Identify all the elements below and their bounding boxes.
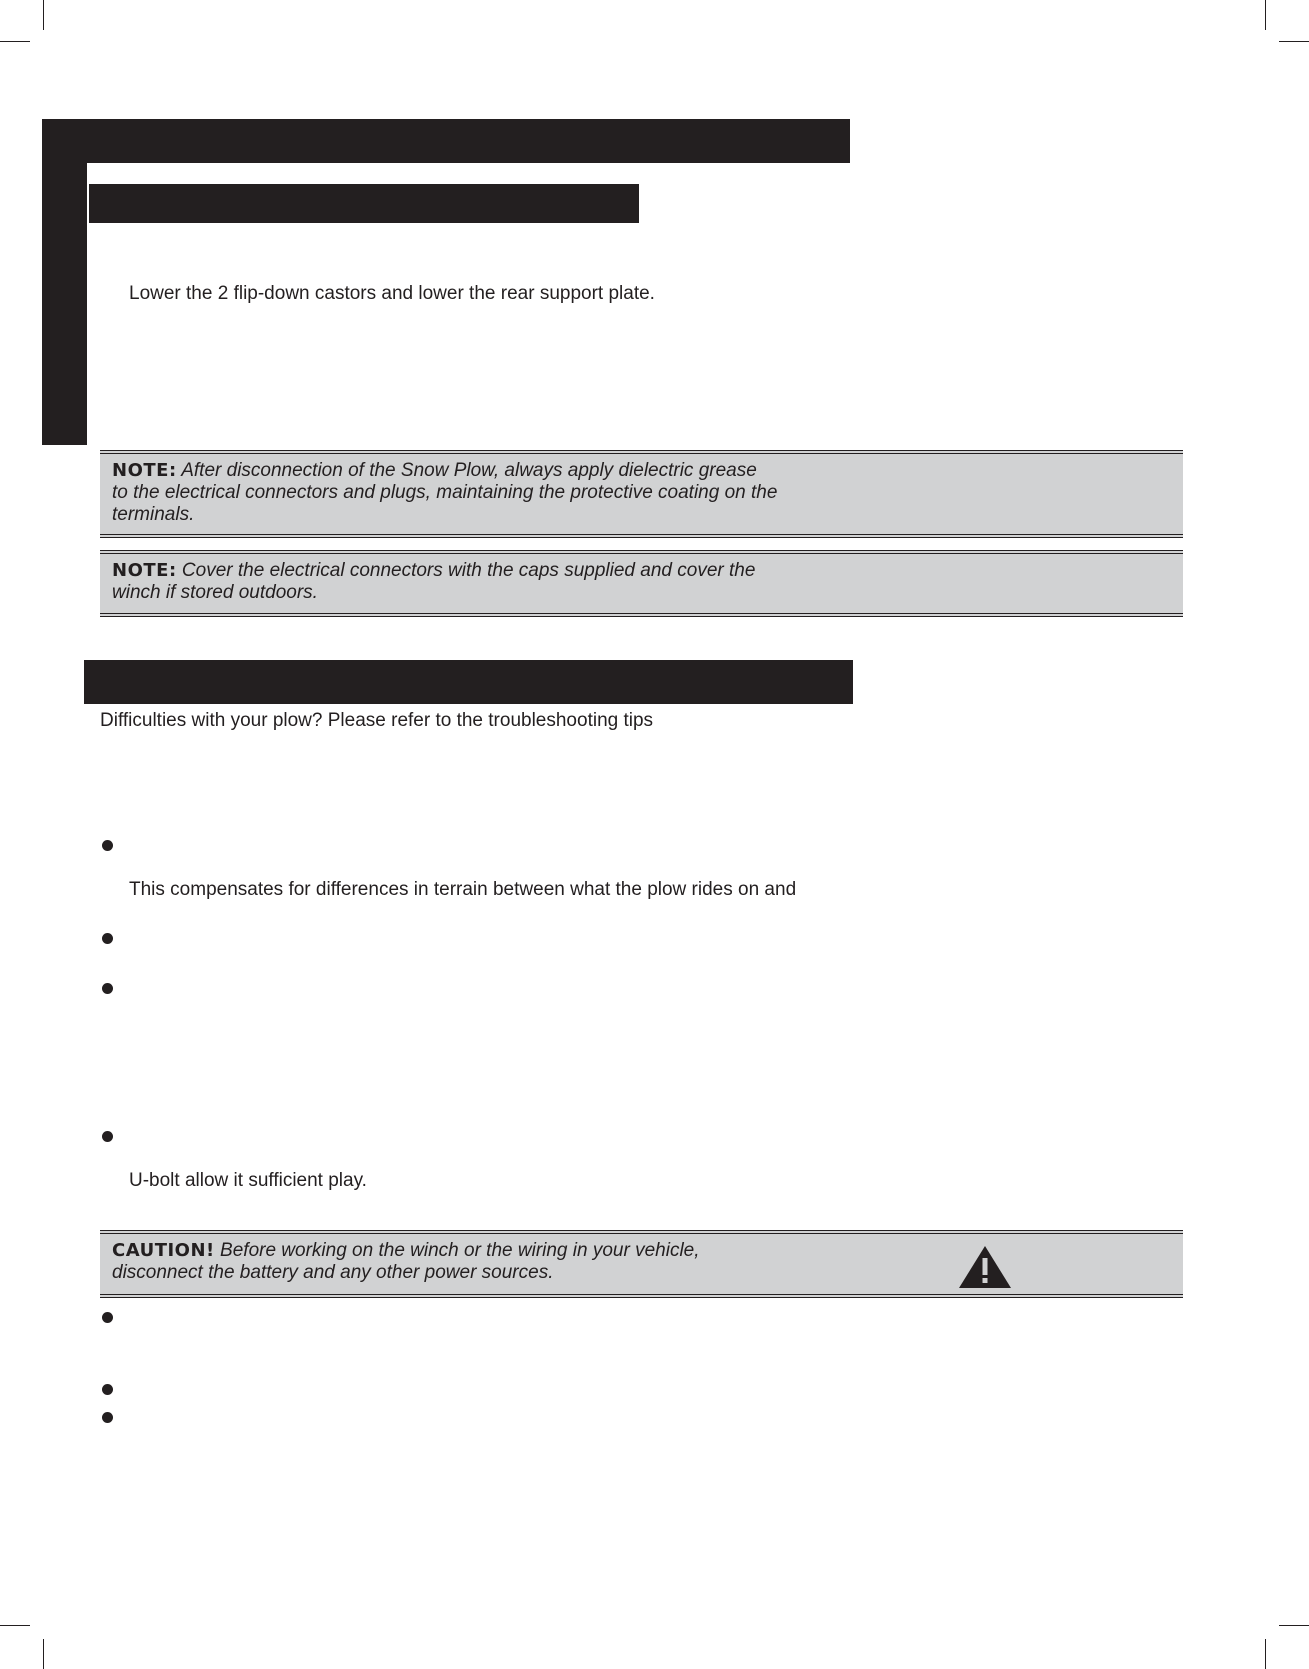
crop-mark bbox=[1279, 1625, 1309, 1626]
bullet-point bbox=[102, 1412, 113, 1423]
crop-mark bbox=[1279, 41, 1309, 42]
note-box-storage bbox=[100, 550, 1183, 617]
crop-mark bbox=[0, 41, 30, 42]
note-label: NOTE: bbox=[112, 460, 177, 481]
troubleshooting-item-continuation: This compensates for differences in terrain between what the plow rides on and bbox=[129, 879, 797, 900]
crop-mark bbox=[43, 0, 44, 30]
crop-mark bbox=[1265, 0, 1266, 30]
troubleshooting-heading-bar bbox=[84, 660, 853, 704]
section-heading-bar bbox=[42, 119, 850, 163]
section-side-bar bbox=[42, 119, 87, 445]
bullet-point bbox=[102, 983, 113, 994]
troubleshooting-intro: Difficulties with your plow? Please refer to the troubleshooting tips bbox=[100, 710, 654, 731]
bullet-point bbox=[102, 1312, 113, 1323]
subsection-heading-bar bbox=[89, 184, 639, 223]
caution-box bbox=[100, 1230, 1183, 1298]
note-box-disconnection bbox=[100, 450, 1183, 538]
caution-text: CAUTION! Before working on the winch or the wiring in your vehicle, disconnect the battery and any other power sources. bbox=[112, 1240, 700, 1283]
crop-mark bbox=[43, 1639, 44, 1669]
bullet-point bbox=[102, 1384, 113, 1395]
note-text: NOTE: After disconnection of the Snow Plow, always apply dielectric grease to the electrical connectors and plugs, maintaining the protective coating on the terminals. bbox=[112, 460, 778, 525]
note-text: NOTE: Cover the electrical connectors with the caps supplied and cover the winch if stored outdoors. bbox=[112, 560, 756, 603]
bullet-point bbox=[102, 933, 113, 944]
bullet-point bbox=[102, 1131, 113, 1142]
troubleshooting-item-continuation: U-bolt allow it sufficient play. bbox=[129, 1170, 367, 1191]
bullet-point bbox=[102, 840, 113, 851]
crop-mark bbox=[0, 1625, 30, 1626]
crop-mark bbox=[1265, 1639, 1266, 1669]
note-label: NOTE: bbox=[112, 560, 177, 581]
caution-label: CAUTION! bbox=[112, 1240, 215, 1261]
warning-triangle-icon bbox=[957, 1244, 1013, 1290]
assembly-step-text: Lower the 2 flip-down castors and lower the rear support plate. bbox=[129, 283, 655, 304]
